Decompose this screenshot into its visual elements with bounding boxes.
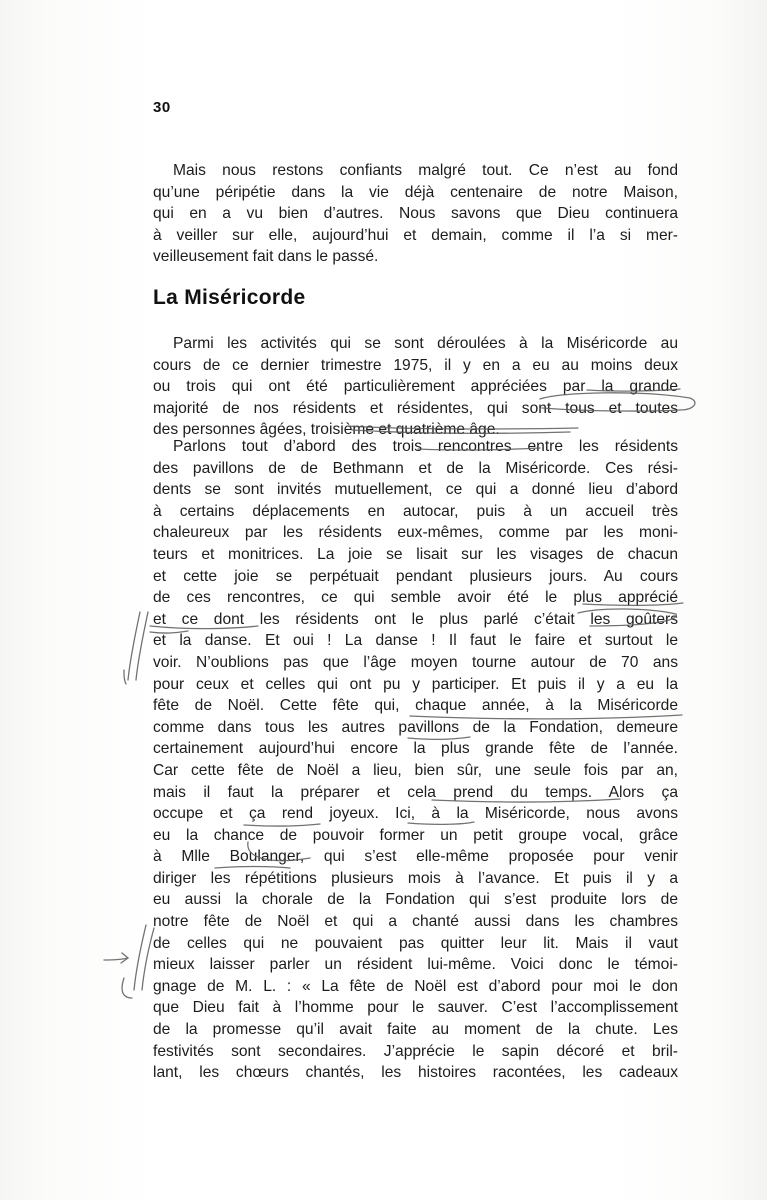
text-line: chaleureux par les résidents eux-mêmes, comme par les moni- (153, 524, 678, 542)
text-line: Car cette fête de Noël a lieu, bien sûr, une seule fois par an, (153, 761, 678, 779)
text-line: eu la chance de pouvoir former un petit groupe vocal, grâce (153, 826, 678, 844)
text-line: pour ceux et celles qui ont pu y participer. Et puis il y a eu la (153, 675, 678, 693)
page-number: 30 (153, 99, 171, 116)
text-line: dents se sont invités mutuellement, ce qui a donné lieu d’abord (153, 481, 678, 499)
text-line: lant, les chœurs chantés, les histoires racontées, les cadeaux (153, 1064, 678, 1082)
margin-mark (122, 978, 132, 998)
text-line: cours de ce dernier trimestre 1975, il y en a eu au moins deux (153, 356, 678, 374)
text-line: à veiller sur elle, aujourd’hui et demain, comme il l’a si mer- (153, 226, 678, 244)
text-line: de ces rencontres, ce qui semble avoir été le plus apprécié (153, 589, 678, 607)
arrow-mark (104, 958, 128, 960)
text-line: ou trois qui ont été particulièrement appréciées par la grande (153, 378, 678, 396)
text-line: certainement aujourd’hui encore la plus grande fête de l’année. (153, 740, 678, 758)
text-line: diriger les répétitions plusieurs mois à l’avance. Et puis il y a (153, 869, 678, 887)
body-paragraph-1 (153, 333, 678, 441)
body-paragraph-2 (153, 436, 678, 1084)
text-line: de la promesse qu’il avait faite au moment de la chute. Les (153, 1021, 678, 1039)
text-line: et ce dont les résidents ont le plus parlé c’était les goûters (153, 610, 678, 628)
margin-mark (124, 670, 126, 684)
text-line: teurs et monitrices. La joie se lisait sur les visages de chacun (153, 545, 678, 563)
text-line: mais il faut la préparer et cela prend du temps. Alors ça (153, 783, 678, 801)
text-line: et cette joie se perpétuait pendant plusieurs jours. Au cours (153, 567, 678, 585)
text-line: notre fête de Noël et qui a chanté aussi dans les chambres (153, 913, 678, 931)
text-line: et la danse. Et oui ! La danse ! Il faut le faire et surtout le (153, 632, 678, 650)
margin-mark (136, 612, 148, 680)
arrow-mark (121, 953, 128, 963)
margin-mark (128, 612, 140, 680)
text-line: majorité de nos résidents et résidentes, qui sont tous et toutes (153, 399, 678, 417)
text-line: festivités sont secondaires. J’apprécie le sapin décoré et bril- (153, 1042, 678, 1060)
text-line: veilleusement fait dans le passé. (153, 248, 379, 266)
margin-mark (134, 925, 146, 990)
text-line: voir. N’oublions pas que l’âge moyen tourne autour de 70 ans (153, 653, 678, 671)
text-line: Parlons tout d’abord des trois rencontres entre les résidents (173, 438, 678, 455)
text-line: des pavillons de de Bethmann et de la Miséricorde. Ces rési- (153, 459, 678, 477)
text-line: mieux laisser parler un résident lui-même. Voici donc le témoi- (153, 956, 678, 974)
text-line: qui en a vu bien d’autres. Nous savons que Dieu continuera (153, 205, 678, 223)
text-line: qu’une péripétie dans la vie déjà centenaire de notre Maison, (153, 183, 678, 201)
text-line: des personnes âgées, troisième et quatrième âge. (153, 421, 500, 439)
section-heading: La Miséricorde (153, 286, 306, 309)
text-line: à certains déplacements en autocar, puis à un accueil très (153, 502, 678, 520)
text-line: occupe et ça rend joyeux. Ici, à la Miséricorde, nous avons (153, 805, 678, 823)
intro-paragraph (153, 160, 678, 268)
text-line: de celles qui ne pouvaient pas quitter leur lit. Mais il vaut (153, 934, 678, 952)
text-line: Parmi les activités qui se sont déroulées à la Miséricorde au (173, 335, 678, 352)
text-line: à Mlle Boulanger, qui s’est elle-même proposée pour venir (153, 848, 678, 866)
text-line: comme dans tous les autres pavillons de la Fondation, demeure (153, 718, 678, 736)
text-line: eu aussi la chorale de la Fondation qui s’est produite lors de (153, 891, 678, 909)
text-line: Mais nous restons confiants malgré tout. Ce n’est au fond (173, 162, 678, 179)
text-line: gnage de M. L. : « La fête de Noël est d’abord pour moi le don (153, 977, 678, 995)
text-line: fête de Noël. Cette fête qui, chaque année, à la Miséricorde (153, 697, 678, 715)
text-line: que Dieu fait à l’homme pour le sauver. C’est l’accomplissement (153, 999, 678, 1017)
